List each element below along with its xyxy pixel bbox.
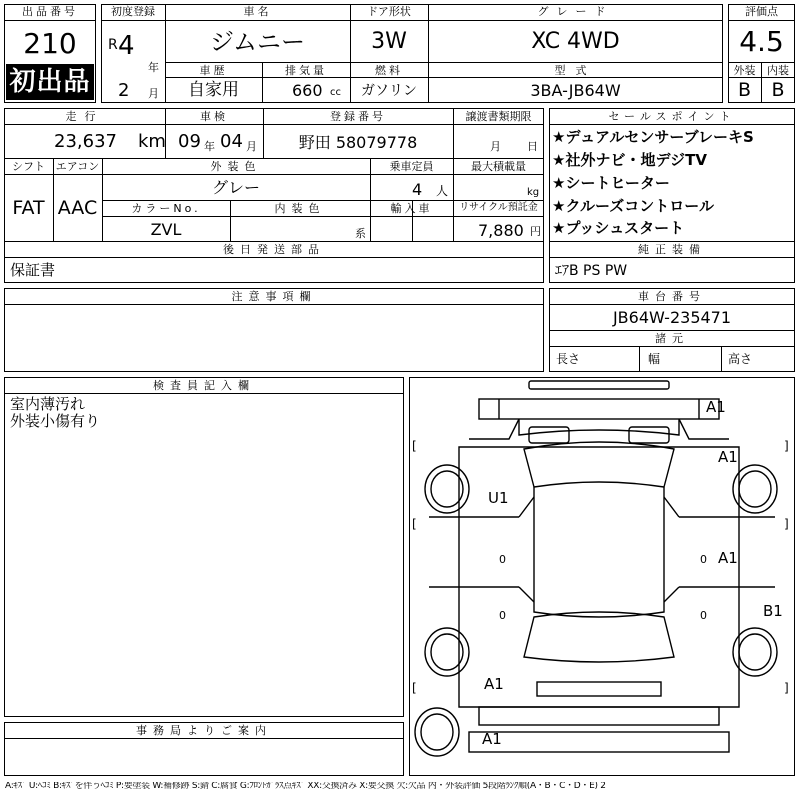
damage-mark-a1-front: A1 <box>706 398 726 416</box>
color-no-label: カラーNo. <box>131 202 201 215</box>
damage-mark-a1-spare: A1 <box>482 730 502 748</box>
sales-point-item: ★プッシュスタート <box>552 219 685 237</box>
damage-mark-a1-left-rear: A1 <box>484 675 504 693</box>
later-parts-value: 保証書 <box>10 261 56 279</box>
insp-year-unit: 年 <box>204 140 215 153</box>
divider <box>549 346 795 347</box>
ext-color: グレー <box>211 178 260 197</box>
shift: FAT <box>12 197 45 219</box>
notes-label: 注意事項欄 <box>231 290 317 303</box>
sales-point-item: ★シートヒーター <box>552 174 670 192</box>
equipment-label: 純正装備 <box>638 243 706 256</box>
later-parts-label: 後日発送部品 <box>223 243 325 256</box>
first-listing-text: 初出品 <box>9 67 91 97</box>
grade-label: グレード <box>537 5 614 18</box>
int-grade: B <box>771 79 785 101</box>
inspection-year: 09 <box>178 131 201 152</box>
car-diagram <box>409 377 795 776</box>
inspection-month: 04 <box>220 131 243 152</box>
legend: A:ｷｽﾞ U:ﾍｺﾐ B:ｷｽﾞを伴うﾍｺﾐ P:要塗装 W:補修跡 S:錆 C:腐食 G:ﾌﾛﾝﾄｶﾞﾗｽ点ｷｽﾞ XX:交換済み X:要交換 欠:欠品 内・外装評価 5段階ﾗﾝｸ順(A・B・C・D・E) 2 <box>5 782 606 791</box>
model-label: 型式 <box>554 64 597 77</box>
recycle-unit: 円 <box>530 225 541 238</box>
inspector-note: 室内薄汚れ <box>10 395 86 413</box>
month-unit: 月 <box>148 87 159 100</box>
divider <box>102 216 544 217</box>
ext-grade: B <box>737 79 752 101</box>
inspection-label: 車検 <box>200 110 228 123</box>
lot-number: 210 <box>23 27 77 60</box>
spec-length-label: 長さ <box>556 352 581 366</box>
score-label: 評価点 <box>745 5 778 18</box>
bracket: [ <box>412 517 417 531</box>
sales-point-item: ★社外ナビ・地デジTV <box>552 151 707 169</box>
car-name: ジムニー <box>209 28 306 56</box>
history-label: 車歴 <box>199 64 228 77</box>
grade: XC 4WD <box>531 29 620 54</box>
ext-grade-label: 外装 <box>733 64 756 77</box>
equipment-value: ｴｱB PS PW <box>555 263 628 279</box>
divider <box>4 124 544 125</box>
transfer-label: 譲渡書類期限 <box>465 110 532 123</box>
bracket: ] <box>784 439 789 453</box>
color-no: ZVL <box>150 220 182 239</box>
divider <box>4 738 404 739</box>
zero-mark: 0 <box>499 609 506 622</box>
ext-color-label: 外装色 <box>210 160 262 173</box>
specs-label: 諸元 <box>655 332 689 345</box>
divider <box>4 304 544 305</box>
bracket: [ <box>412 439 417 453</box>
divider <box>549 257 795 258</box>
spec-height-label: 高さ <box>728 352 753 366</box>
zero-mark: 0 <box>499 553 506 566</box>
spec-width-label: 幅 <box>648 352 661 366</box>
era: R <box>108 37 118 53</box>
office-label: 事務局よりご案内 <box>136 724 272 737</box>
mileage: 23,637 <box>54 131 117 152</box>
mileage-unit: km <box>138 131 166 152</box>
fuel: ガソリン <box>361 83 417 99</box>
capacity-label: 乗車定員 <box>389 160 434 173</box>
divider <box>639 346 640 372</box>
capacity-unit: 人 <box>436 184 449 198</box>
damage-mark-b1: B1 <box>763 602 783 620</box>
recycle-label: リサイクル預託金 <box>459 202 538 213</box>
divider <box>549 304 795 305</box>
door-label: ドア形状 <box>367 5 411 18</box>
sales-point-item: ★デュアルセンサーブレーキS <box>552 128 754 146</box>
zero-mark: 0 <box>700 609 707 622</box>
first-reg-year: 4 <box>118 31 135 61</box>
fuel-label: 燃料 <box>375 64 403 77</box>
divider <box>4 158 544 159</box>
displacement-label: 排気量 <box>285 64 327 77</box>
transfer-day: 日 <box>527 140 538 153</box>
damage-mark-a1-right-front: A1 <box>718 448 738 466</box>
lot-label: 出品番号 <box>22 5 78 18</box>
reg-label: 登録番号 <box>330 110 386 123</box>
max-load-label: 最大積載量 <box>471 160 526 173</box>
displacement-unit: cc <box>330 87 341 98</box>
displacement: 660 <box>292 81 323 100</box>
divider <box>728 20 795 21</box>
divider <box>101 20 723 21</box>
ac-label: エアコン <box>55 160 100 173</box>
history: 自家用 <box>188 80 239 100</box>
capacity: 4 <box>412 180 423 199</box>
model-code: 3BA-JB64W <box>530 81 621 100</box>
inspector-note: 外装小傷有り <box>10 412 101 430</box>
divider <box>4 241 544 242</box>
bracket: [ <box>412 681 417 695</box>
mileage-label: 走行 <box>65 110 104 123</box>
max-load-unit: kg <box>527 187 540 198</box>
divider <box>165 77 723 78</box>
chassis-number: JB64W-235471 <box>612 308 732 327</box>
divider <box>549 241 795 242</box>
zero-mark: 0 <box>700 553 707 566</box>
first-reg-label: 初度登録 <box>111 5 155 18</box>
int-color-label: 内装色 <box>274 202 326 215</box>
import-label: 輸入車 <box>390 202 433 215</box>
divider <box>102 200 544 201</box>
divider <box>4 174 544 175</box>
divider <box>4 393 404 394</box>
recycle-fee: 7,880 <box>478 221 524 240</box>
damage-mark-a1-right-door: A1 <box>718 549 738 567</box>
divider <box>721 346 722 372</box>
divider <box>4 20 96 21</box>
shift-label: シフト <box>12 160 45 173</box>
transfer-month: 月 <box>490 140 501 153</box>
bracket: ] <box>784 681 789 695</box>
divider <box>4 257 544 258</box>
ac: AAC <box>57 197 98 219</box>
year-unit: 年 <box>148 61 159 74</box>
first-reg-month: 2 <box>118 80 130 101</box>
door-type: 3W <box>371 29 407 54</box>
divider <box>549 330 795 331</box>
reg-number: 野田 58079778 <box>298 133 418 152</box>
sales-points-label: セールスポイント <box>608 110 736 123</box>
bracket: ] <box>784 517 789 531</box>
insp-month-unit: 月 <box>246 140 257 153</box>
int-grade-label: 内装 <box>767 64 789 77</box>
name-label: 車名 <box>243 5 272 18</box>
int-color-unit: 系 <box>355 227 366 240</box>
damage-mark-u1: U1 <box>488 489 509 507</box>
score: 4.5 <box>739 25 784 58</box>
divider <box>549 124 795 125</box>
inspector-label: 検査員記入欄 <box>153 379 255 392</box>
chassis-label: 車台番号 <box>638 290 706 303</box>
sales-point-item: ★クルーズコントロール <box>552 197 714 215</box>
divider <box>165 62 723 63</box>
